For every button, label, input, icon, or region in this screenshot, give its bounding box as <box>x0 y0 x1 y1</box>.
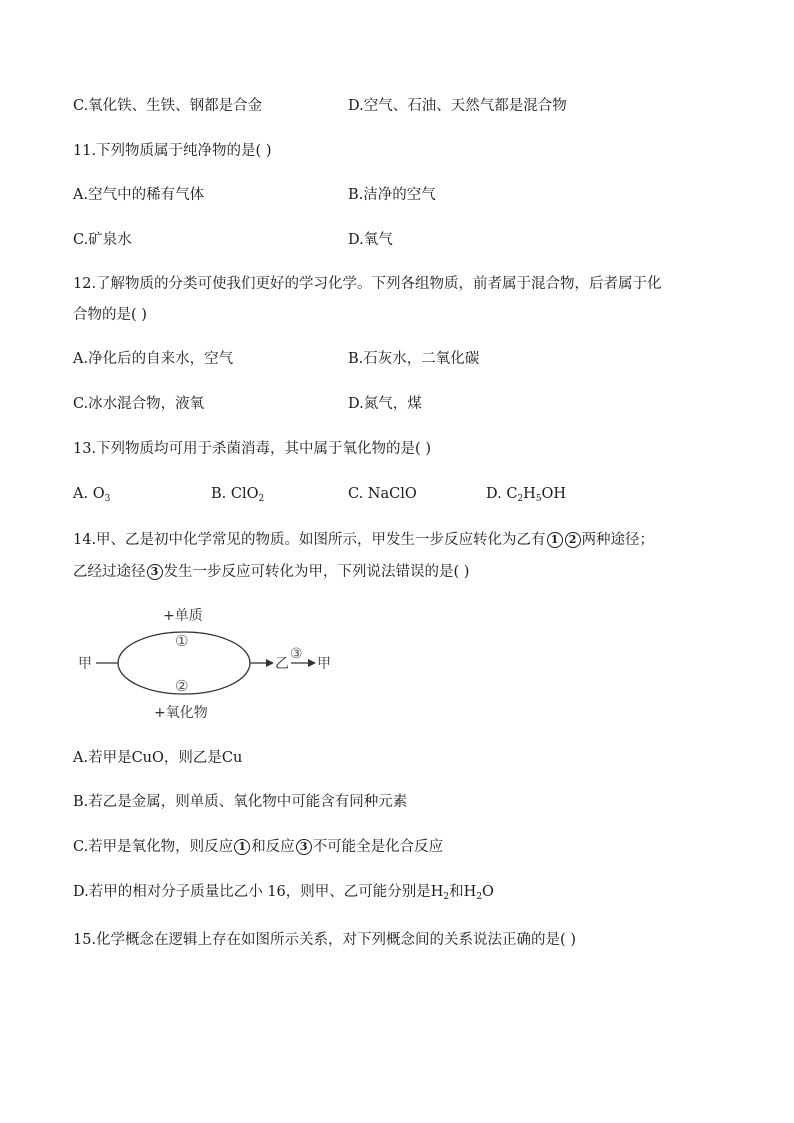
circled-number-3: 3 <box>147 564 163 580</box>
diagram-yi: 乙 <box>275 656 289 672</box>
q11-option-d: D.氧气 <box>348 232 393 248</box>
circled-number-2: 2 <box>565 532 581 548</box>
q11-stem: 11.下列物质属于纯净物的是( ) <box>73 143 272 159</box>
diagram-top-label: +单质 <box>163 608 203 624</box>
q12-option-b: B.石灰水，二氧化碳 <box>348 351 480 367</box>
q14-stem-line1: 14.甲、乙是初中化学常见的物质。如图所示，甲发生一步反应转化为乙有 1 2 两种途径； <box>73 532 655 548</box>
circled-number-3: 3 <box>296 839 312 855</box>
q14-option-a: A.若甲是CuO，则乙是Cu <box>73 750 243 766</box>
diagram-path-2: ② <box>175 677 189 695</box>
diagram-path-1: ① <box>175 632 189 650</box>
q12-stem-line1: 12.了解物质的分类可使我们更好的学习化学。下列各组物质，前者属于混合物，后者属于化 <box>73 276 662 292</box>
q15-stem: 15.化学概念在逻辑上存在如图所示关系，对下列概念间的关系说法正确的是( ) <box>73 932 576 948</box>
q13-option-c: C. NaClO <box>348 486 417 502</box>
q12-option-d: D.氮气，煤 <box>348 396 422 412</box>
circled-number-1: 1 <box>234 839 250 855</box>
diagram-right-jia: 甲 <box>317 656 331 672</box>
diagram-arrowhead-2 <box>308 659 316 667</box>
q13-stem: 13.下列物质均可用于杀菌消毒，其中属于氧化物的是( ) <box>73 441 431 457</box>
diagram-bottom-label: +氧化物 <box>154 705 208 721</box>
q14-option-c: C.若甲是氧化物，则反应 1 和反应 3 不可能全是化合反应 <box>73 839 444 855</box>
q10-option-c: C.氧化铁、生铁、钢都是合金 <box>73 98 263 114</box>
q11-option-b: B.洁净的空气 <box>348 187 436 203</box>
q13-option-b: B. ClO$_2$ <box>211 486 265 504</box>
q11-option-c: C.矿泉水 <box>73 232 132 248</box>
q12-option-a: A.净化后的自来水，空气 <box>73 351 234 367</box>
q14-option-b: B.若乙是金属，则单质、氧化物中可能含有同种元素 <box>73 794 408 810</box>
q11-option-a: A.空气中的稀有气体 <box>73 187 205 203</box>
diagram-left-jia: 甲 <box>78 656 92 672</box>
q14-stem-line2: 乙经过途径 3 发生一步反应可转化为甲，下列说法错误的是( ) <box>73 564 470 580</box>
diagram-arrowhead-1 <box>266 659 274 667</box>
diagram-path-3: ③ <box>290 646 303 662</box>
circled-number-1: 1 <box>547 532 563 548</box>
q12-option-c: C.冰水混合物，液氧 <box>73 396 205 412</box>
q12-stem-line2: 合物的是( ) <box>73 307 147 323</box>
reaction-diagram <box>70 600 370 730</box>
q14-option-d: D.若甲的相对分子质量比乙小 16，则甲、乙可能分别是$H_2$和$H_2O$ <box>73 884 494 902</box>
q10-option-d: D.空气、石油、天然气都是混合物 <box>348 98 567 114</box>
q13-option-a: A. $O_3$ <box>73 486 111 504</box>
q13-option-d: D. $C_2H_5OH$ <box>486 486 567 504</box>
